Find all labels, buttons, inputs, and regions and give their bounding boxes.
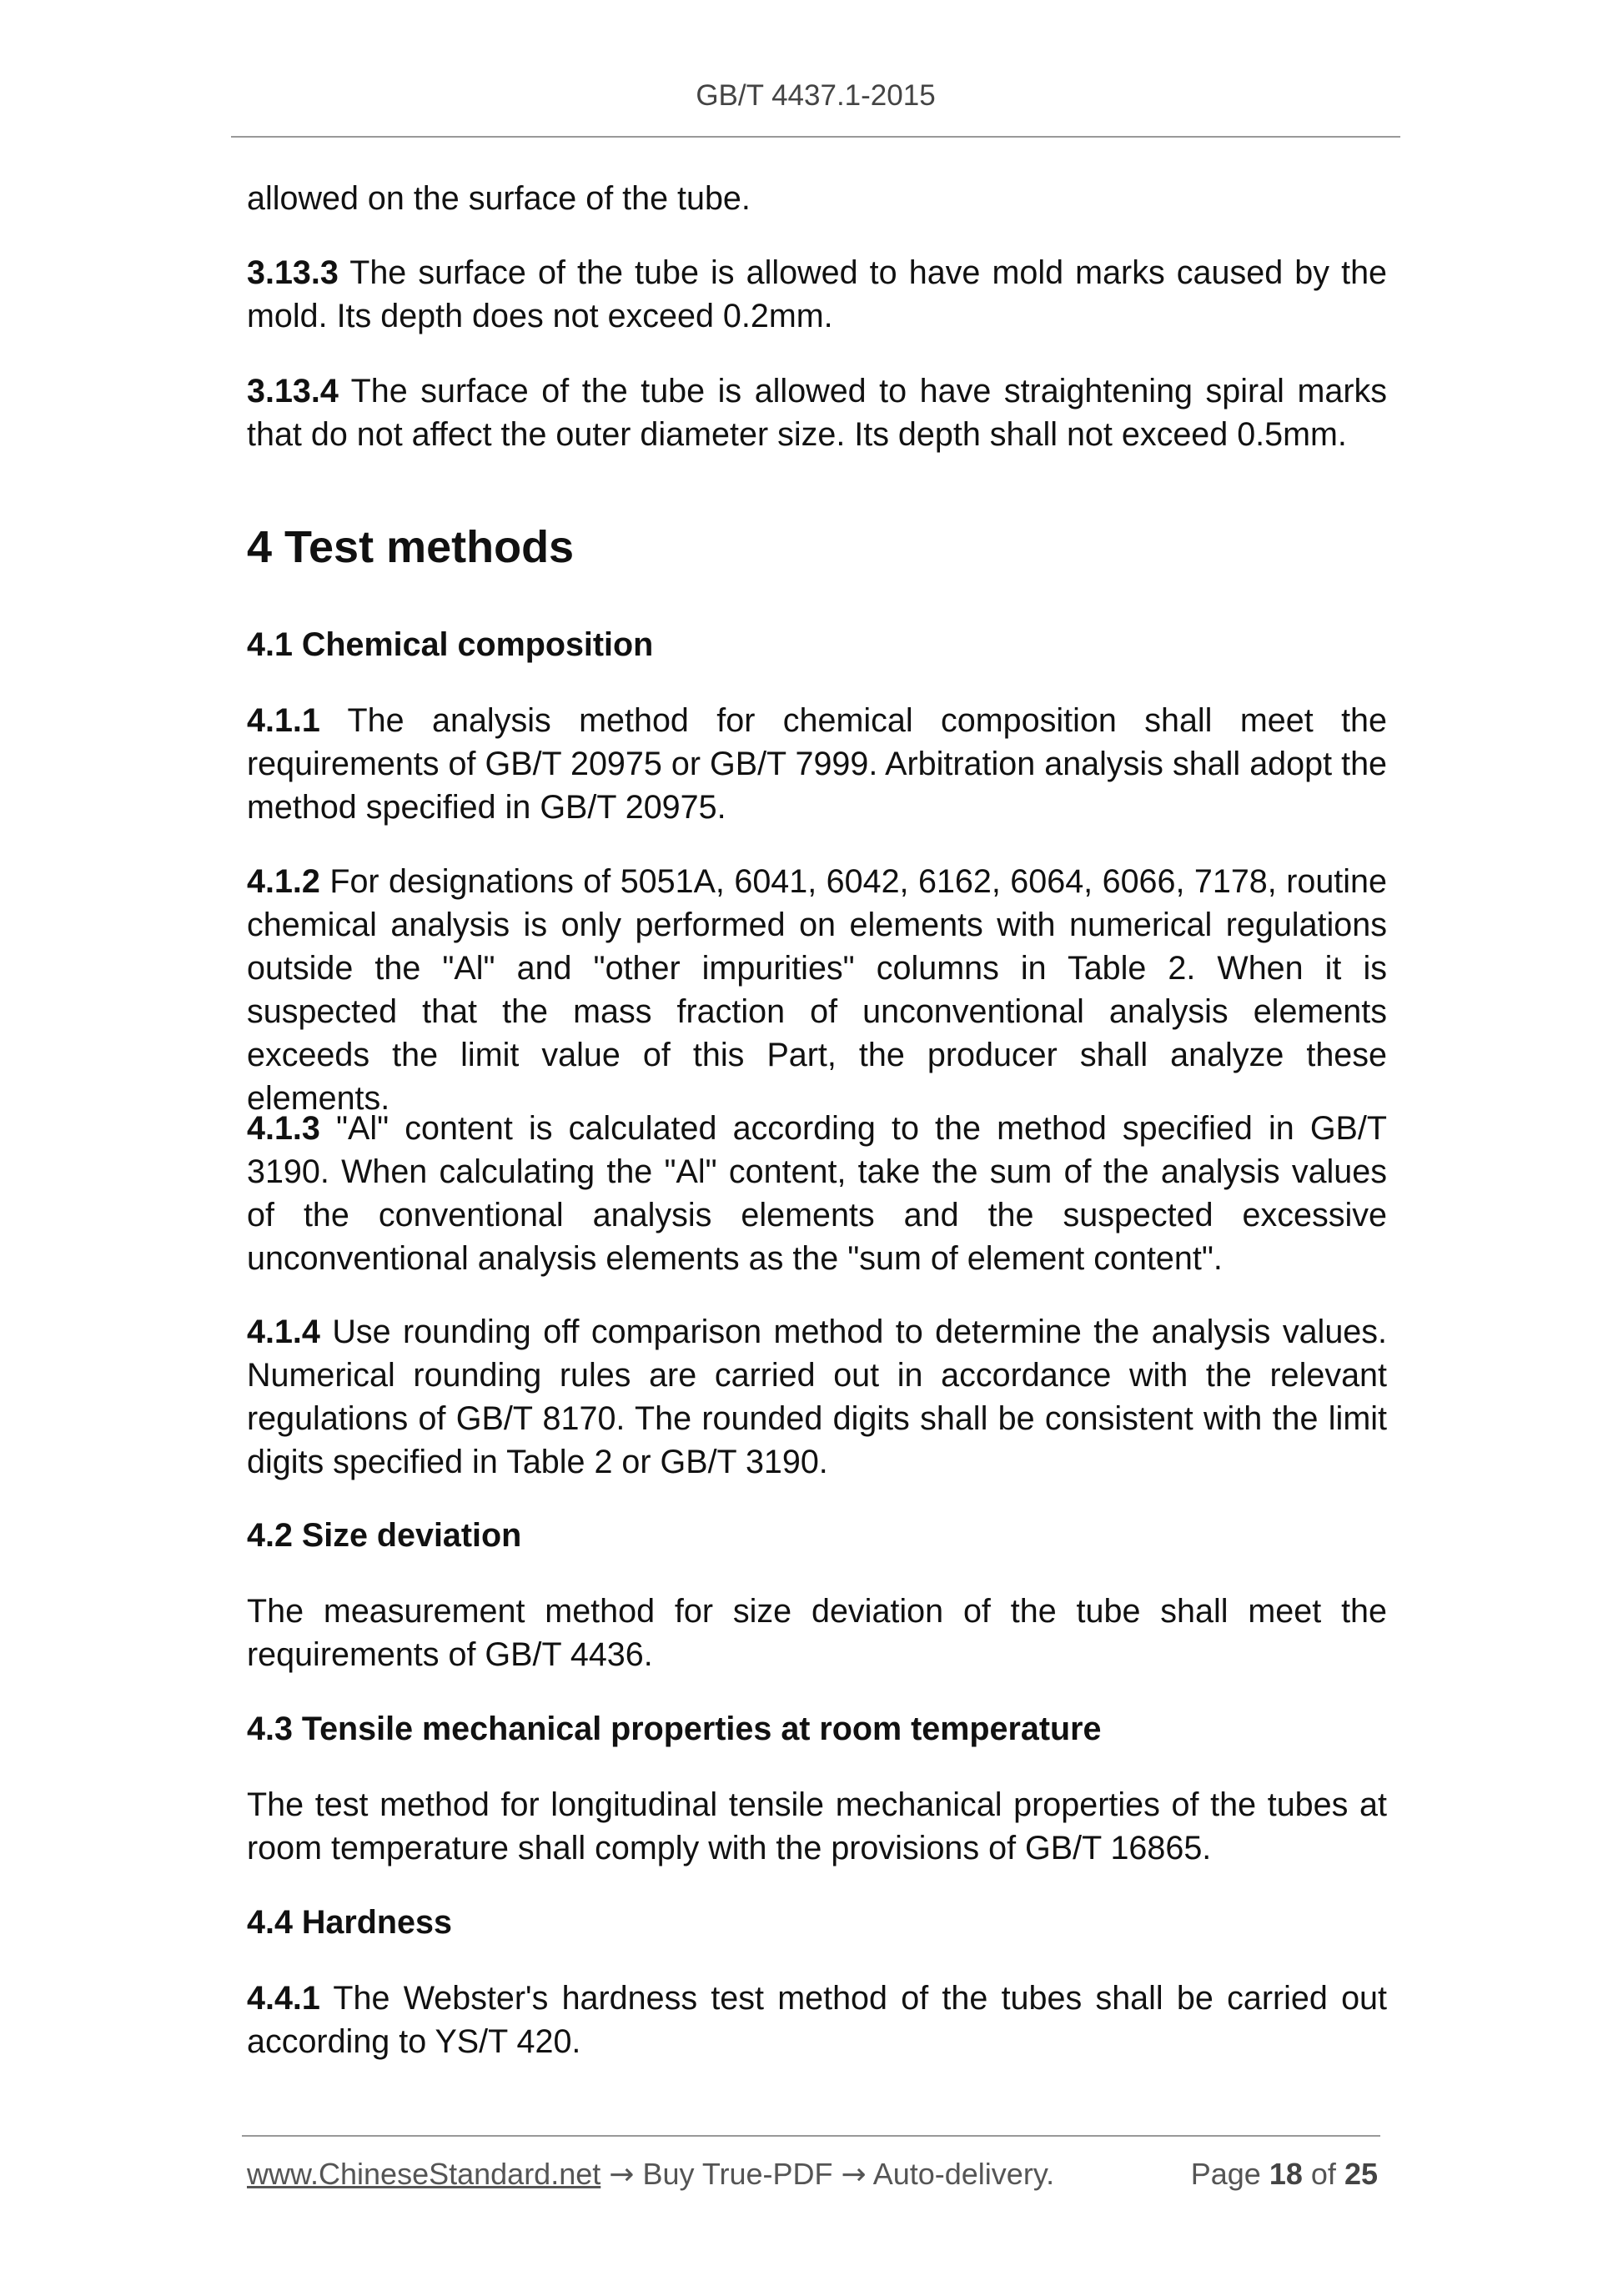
clause-4-1-4 (247, 1310, 1387, 1484)
footer-divider (242, 2135, 1380, 2137)
clause-text: The Webster's hardness test method of the tubes shall be carried out according to YS/T 420. (247, 1980, 1387, 2060)
clause-number: 4.1.3 (247, 1110, 320, 1147)
clause-number: 3.13.4 (247, 373, 339, 409)
clause-4-1-2 (247, 860, 1387, 1120)
page-number: 18 (1269, 2157, 1303, 2191)
of-label: of (1310, 2157, 1336, 2191)
clause-number: 4.1.4 (247, 1314, 320, 1350)
clause-4-4-1 (247, 1977, 1387, 2063)
clause-3-13-3 (247, 251, 1387, 338)
section-heading-4: 4 Test methods (247, 522, 575, 572)
paragraph-text: The measurement method for size deviation of the tube shall meet the requirements of GB/T 4436. (247, 1593, 1387, 1673)
clause-text: Use rounding off comparison method to determine the analysis values. Numerical rounding rules are carried out in accordance with the relevant regulations of GB/T 8170. The rounded digits shall be consistent with the limit digits specified in Table 2 or GB/T 3190. (247, 1314, 1387, 1480)
header-divider (231, 136, 1400, 138)
paragraph-text: The test method for longitudinal tensile mechanical properties of the tubes at room temperature shall comply with the provisions of GB/T 16865. (247, 1786, 1387, 1866)
buy-text: Buy True-PDF (642, 2157, 833, 2191)
arrow-right-icon: → (609, 2158, 635, 2192)
page-label: Page (1190, 2157, 1261, 2191)
subsection-heading-4-2: 4.2 Size deviation (247, 1517, 522, 1554)
paragraph-4-2 (247, 1590, 1387, 1676)
delivery-text: Auto-delivery. (872, 2157, 1055, 2191)
paragraph-4-3 (247, 1783, 1387, 1870)
clause-4-1-1 (247, 699, 1387, 829)
doc-code: GB/T 4437.1-2015 (696, 79, 936, 112)
clause-number: 4.1.1 (247, 702, 320, 739)
clause-text: For designations of 5051A, 6041, 6042, 6162, 6064, 6066, 7178, routine chemical analysis is only performed on elements with numerical regulations outside the "Al" and "other impurities" columns in Table 2. When it is suspected that the mass fraction of unconventional analysis elements exceeds the limit value of this Part, the producer shall analyze these elements. (247, 863, 1387, 1117)
arrow-right-icon: → (841, 2158, 867, 2192)
clause-text: The analysis method for chemical composition shall meet the requirements of GB/T 20975 or GB/T 7999. Arbitration analysis shall adopt the method specified in GB/T 20975. (247, 702, 1387, 826)
clause-number: 4.1.2 (247, 863, 320, 900)
page-total: 25 (1344, 2157, 1378, 2191)
document-header (231, 79, 1400, 113)
subsection-heading-4-4: 4.4 Hardness (247, 1904, 452, 1941)
continued-text: allowed on the surface of the tube. (247, 180, 751, 217)
clause-number: 4.4.1 (247, 1980, 320, 2017)
continued-paragraph (247, 177, 1387, 220)
clause-text: The surface of the tube is allowed to have mold marks caused by the mold. Its depth does not exceed 0.2mm. (247, 254, 1387, 334)
page-footer (247, 2157, 1378, 2192)
page-indicator (1191, 2157, 1378, 2192)
clause-text: The surface of the tube is allowed to have straightening spiral marks that do not affect the outer diameter size. Its depth shall not exceed 0.5mm. (247, 373, 1387, 453)
clause-text: "Al" content is calculated according to the method specified in GB/T 3190. When calculating the "Al" content, take the sum of the analysis values of the conventional analysis elements and the suspected excessive unconventional analysis elements as the "sum of element content". (247, 1110, 1387, 1277)
footer-promo (247, 2157, 1054, 2192)
site-link[interactable]: www.ChineseStandard.net (247, 2157, 601, 2191)
subsection-heading-4-1: 4.1 Chemical composition (247, 626, 654, 663)
clause-3-13-4 (247, 369, 1387, 456)
subsection-heading-4-3: 4.3 Tensile mechanical properties at room temperature (247, 1711, 1102, 1747)
clause-number: 3.13.3 (247, 254, 339, 291)
clause-4-1-3 (247, 1107, 1387, 1280)
